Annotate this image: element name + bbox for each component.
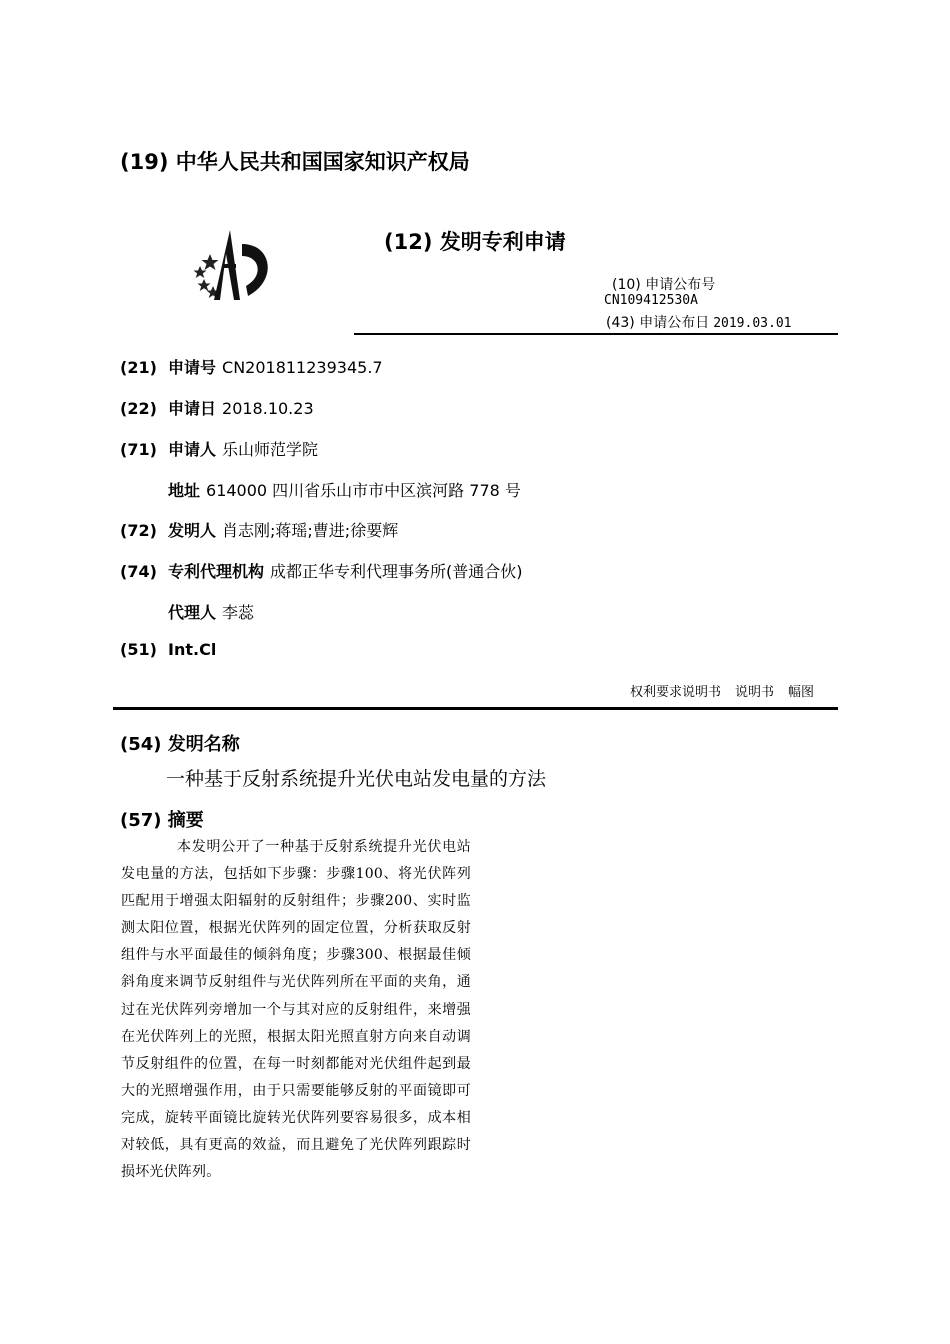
- pub-no-label: (10) 申请公布号: [612, 277, 716, 293]
- header-divider: [354, 333, 838, 335]
- agent-row: [168, 600, 254, 623]
- cnipa-logo-icon: [180, 222, 284, 310]
- app-date-label: 申请日: [168, 399, 217, 418]
- applicant-code: (71): [120, 440, 157, 459]
- part-claims: 权利要求说明书: [630, 685, 722, 700]
- agency-value: 成都正华专利代理事务所(普通合伙): [270, 562, 523, 581]
- intcl-code: (51): [120, 640, 157, 659]
- agency-code: (74): [120, 562, 157, 581]
- office-heading: [120, 146, 470, 176]
- office-code: (19): [120, 150, 169, 174]
- title-code: (54): [120, 734, 162, 755]
- doc-kind-code: (12): [384, 230, 433, 254]
- abstract-code: (57): [120, 810, 162, 831]
- address-label: 地址: [168, 481, 201, 500]
- title-heading: [120, 730, 240, 756]
- abstract-heading: [120, 806, 204, 832]
- applicant-value: 乐山师范学院: [222, 440, 319, 459]
- pub-date-row: [606, 312, 791, 332]
- app-no-row: [120, 355, 383, 378]
- doc-kind: 发明专利申请: [439, 230, 566, 254]
- pub-date-label: (43) 申请公布日: [606, 315, 710, 331]
- app-no-code: (21): [120, 358, 157, 377]
- inventors-code: (72): [120, 521, 157, 540]
- title-heading-text: 发明名称: [167, 734, 240, 755]
- part-description: 说明书: [735, 685, 775, 700]
- agency-label: 专利代理机构: [168, 562, 265, 581]
- app-no-label: 申请号: [168, 358, 217, 377]
- doc-kind-heading: [384, 226, 566, 256]
- app-no-value: CN201811239345.7: [222, 358, 383, 377]
- app-date-value: 2018.10.23: [222, 399, 314, 418]
- part-figures: 幅图: [788, 685, 815, 700]
- section-divider: [113, 707, 838, 710]
- agent-label: 代理人: [168, 603, 217, 622]
- document-parts: [630, 681, 814, 700]
- invention-title: 一种基于反射系统提升光伏电站发电量的方法: [166, 768, 547, 790]
- agent-value: 李蕊: [222, 603, 255, 622]
- office-name: 中华人民共和国国家知识产权局: [175, 150, 470, 174]
- abstract-heading-text: 摘要: [167, 810, 204, 831]
- app-date-code: (22): [120, 399, 157, 418]
- agency-row: [120, 559, 523, 582]
- inventors-label: 发明人: [168, 521, 217, 540]
- pub-date: 2019.03.01: [713, 316, 792, 331]
- applicant-row: [120, 437, 318, 460]
- intcl-label: Int.Cl: [168, 640, 217, 659]
- inventors-row: [120, 518, 398, 541]
- app-date-row: [120, 396, 314, 419]
- address-row: [168, 478, 521, 501]
- abstract-text: 本发明公开了一种基于反射系统提升光伏电站发电量的方法，包括如下步骤：步骤100、将光伏阵列匹配用于增强太阳辐射的反射组件；步骤200、实时监测太阳位置，根据光伏阵列的固定位置，分析获取反射组件与水平面最佳的倾斜角度；步骤300、根据最佳倾斜角度来调节反射组件与光伏阵列所在平面的夹角，通过在光伏阵列旁增加一个与其对应的反射组件，来增强在光伏阵列上的光照，根据太阳光照直射方向来自动调节反射组件的位置，在每一时刻都能对光伏组件起到最大的光照增强作用，由于只需要能够反射的平面镜即可完成，旋转平面镜比旋转光伏阵列要容易很多，成本相对较低，具有更高的效益，而且避免了光伏阵列跟踪时损坏光伏阵列。: [121, 839, 471, 1181]
- address-value: 614000 四川省乐山市市中区滨河路 778 号: [206, 481, 521, 500]
- inventors-value: 肖志刚;蒋瑶;曹进;徐要辉: [222, 521, 399, 540]
- intcl-row: [120, 640, 222, 659]
- pub-no: CN109412530A: [604, 293, 698, 308]
- applicant-label: 申请人: [168, 440, 217, 459]
